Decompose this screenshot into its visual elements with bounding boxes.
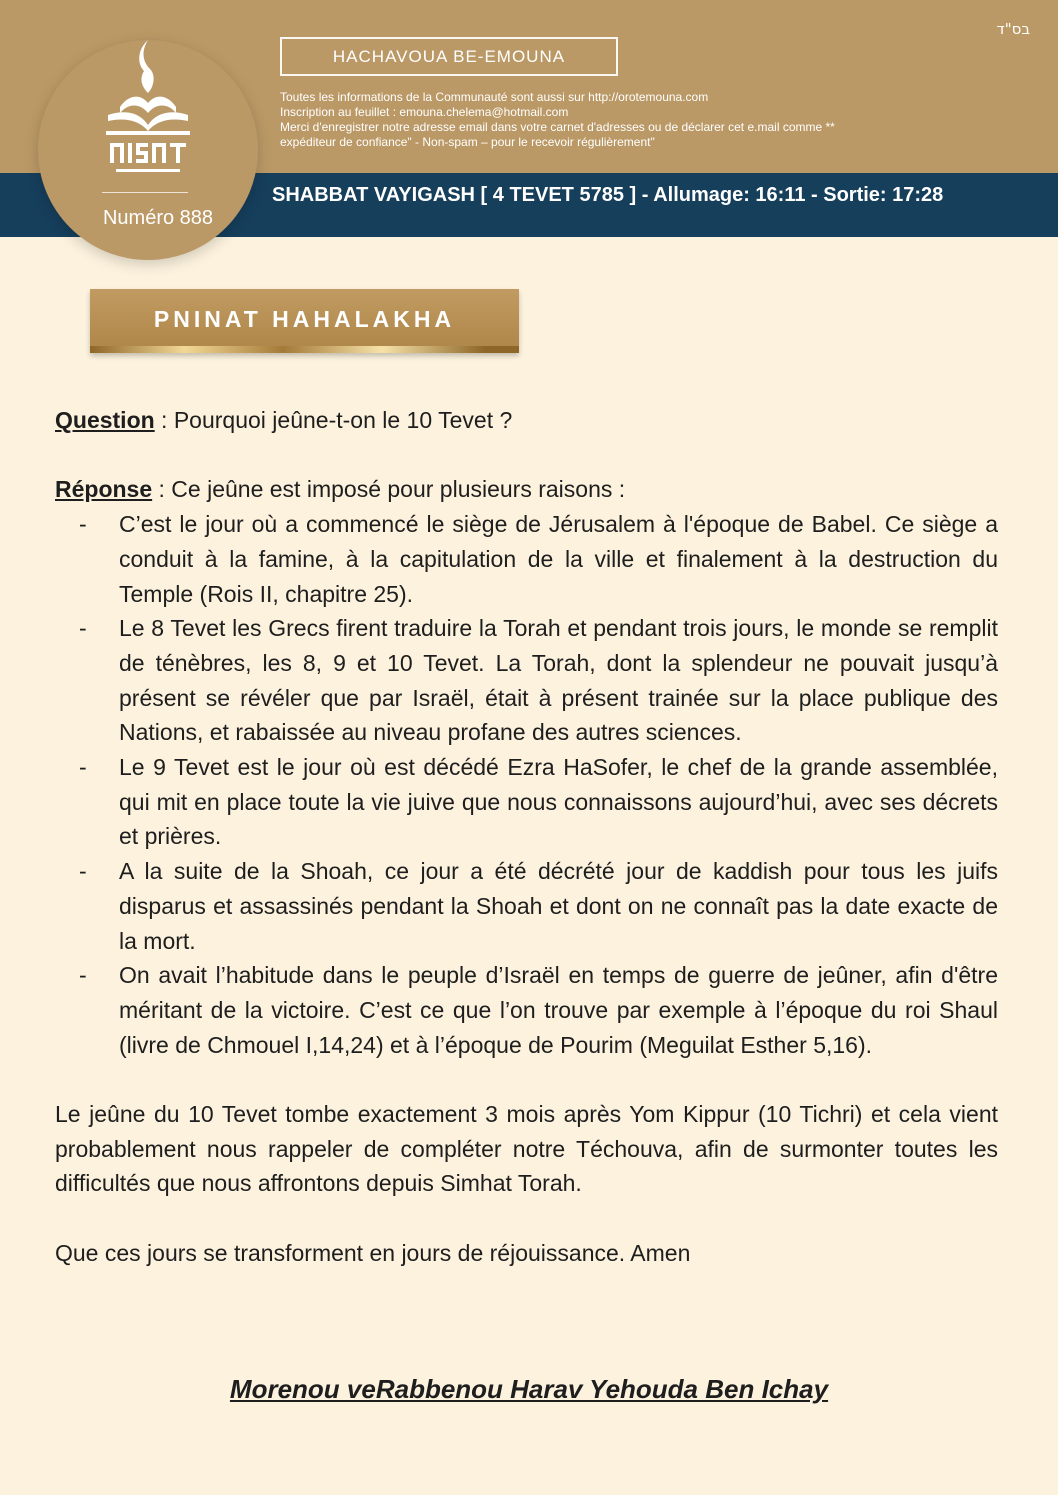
answer-label: Réponse <box>55 476 153 503</box>
bsd-mark: בס"ד <box>996 20 1030 38</box>
closing-line: Que ces jours se transforment en jours de réjouissance. Amen <box>55 1239 691 1266</box>
emouna-logo-icon <box>98 35 198 185</box>
info-line-website: Toutes les informations de la Communauté sont aussi sur http://orotemouna.com <box>280 90 709 104</box>
reasons-list <box>55 507 998 1062</box>
conclusion-paragraph: Le jeûne du 10 Tevet tombe exactement 3 mois après Yom Kippur (10 Tichri) et cela vient probablement nous rappeler de compléter notre Téchouva, afin de surmonter toutes les difficultés que nous affrontons depuis Simhat Torah. <box>55 1101 998 1197</box>
info-line-spam-notice: expéditeur de confiance" - Non-spam – pour le recevoir régulièrement" <box>280 135 655 149</box>
info-line-email-notice: Merci d'enregistrer notre adresse email dans votre carnet d'adresses ou de déclarer cet e.mail comme ** <box>280 120 835 134</box>
header-info <box>280 90 940 150</box>
reason-item: - C’est le jour où a commencé le siège de Jérusalem à l'époque de Babel. Ce siège a conduit à la famine, à la capitulation de la ville et finalement à la destruction du Temple (Rois II, chapitre 25). <box>55 507 998 611</box>
answer-text: : Ce jeûne est imposé pour plusieurs raisons : <box>152 476 626 503</box>
reason-item: - Le 9 Tevet est le jour où est décédé Ezra HaSofer, le chef de la grande assemblée, qui mit en place toute la vie juive que nous connaissons aujourd’hui, avec ses décrets et prières. <box>55 750 998 854</box>
reason-item: - On avait l’habitude dans le peuple d’Israël en temps de guerre de jeûner, afin d'être méritant de la victoire. C’est ce que l’on trouve par exemple à l’époque du roi Shaul (livre de Chmouel I,14,24) et à l’époque de Pourim (Meguilat Esther 5,16). <box>55 958 998 1062</box>
emouna-logo <box>98 35 198 185</box>
issue-number: Numéro 888 <box>102 207 214 229</box>
logo-divider <box>102 192 188 193</box>
article-body <box>55 403 998 1271</box>
question-text: : Pourquoi jeûne-t-on le 10 Tevet ? <box>154 407 513 433</box>
question-label: Question <box>55 407 155 433</box>
brand-box <box>280 37 618 76</box>
shabbat-times: SHABBAT VAYIGASH [ 4 TEVET 5785 ] - Allumage: 16:11 - Sortie: 17:28 <box>272 184 944 206</box>
brand-title: HACHAVOUA BE-EMOUNA <box>332 46 566 66</box>
author-signature: Morenou veRabbenou Harav Yehouda Ben Ichay <box>229 1374 829 1404</box>
section-title: PNINAT HAHALAKHA <box>153 305 456 332</box>
question <box>55 403 998 438</box>
info-line-subscription: Inscription au feuillet : emouna.chelema@hotmail.com <box>280 105 569 119</box>
answer-intro <box>55 472 998 507</box>
section-banner <box>90 289 519 353</box>
reason-item: - Le 8 Tevet les Grecs firent traduire la Torah et pendant trois jours, le monde se remplit de ténèbres, les 8, 9 et 10 Tevet. La Torah, dont la splendeur ne pouvait jusqu’à présent se révéler que par Israël, était à présent trainée sur la place publique des Nations, et rabaissée au niveau profane des autres sciences. <box>55 611 998 750</box>
reason-item: - A la suite de la Shoah, ce jour a été décrété jour de kaddish pour tous les juifs disparus et assassinés pendant la Shoah et dont on ne connaît pas la date exacte de la mort. <box>55 854 998 958</box>
